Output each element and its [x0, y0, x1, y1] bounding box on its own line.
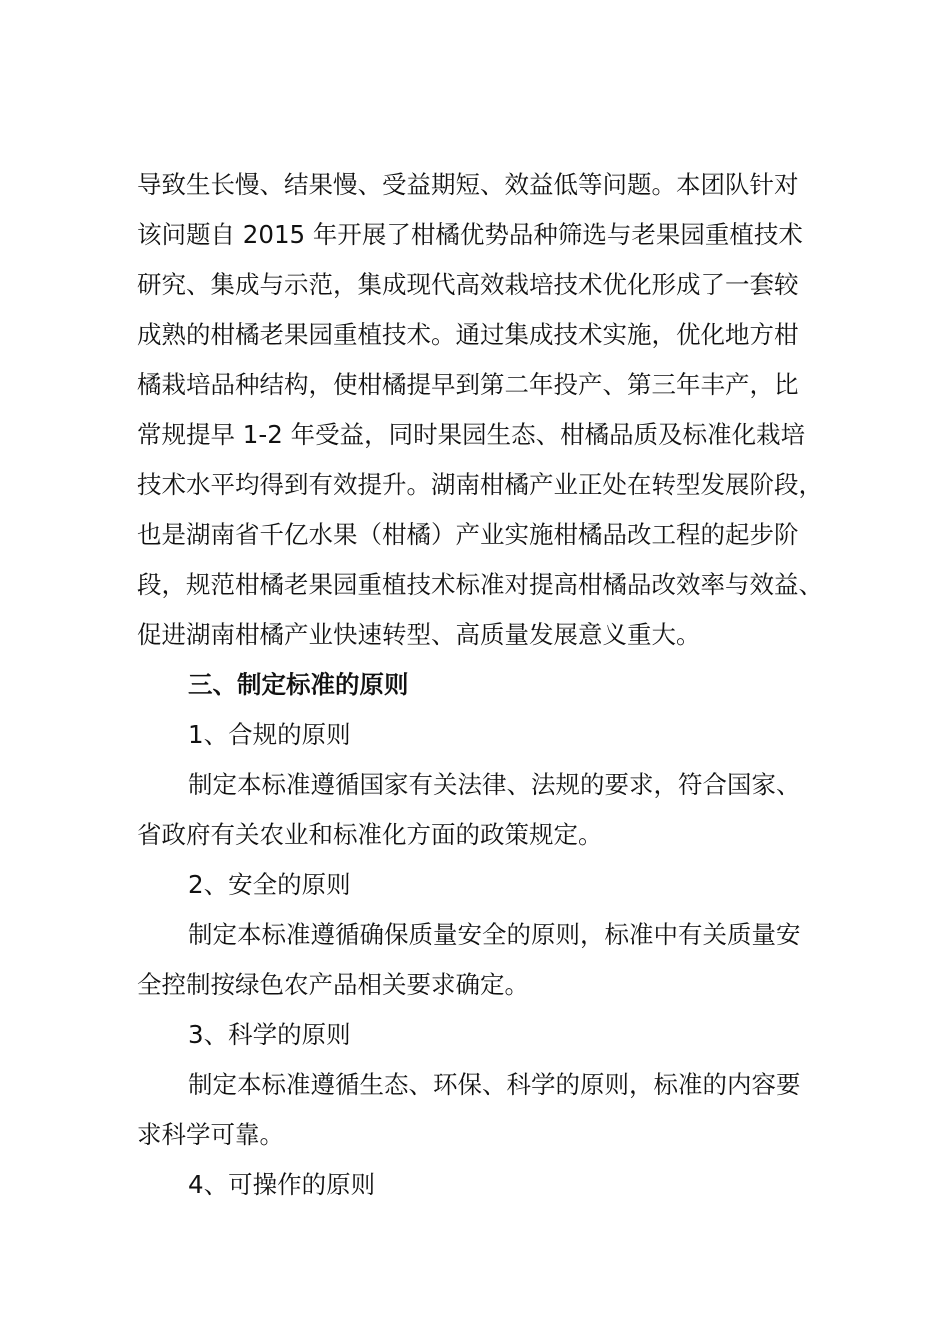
intro-line-1: 导致生长慢、结果慢、受益期短、效益低等问题。本团队针对 [137, 170, 799, 199]
section-heading: 三、制定标准的原则 [188, 670, 409, 699]
principle-1-text-line-2: 省政府有关农业和标准化方面的政策规定。 [137, 820, 603, 849]
intro-line-8: 也是湖南省千亿水果（柑橘）产业实施柑橘品改工程的起步阶 [137, 520, 799, 549]
principle-2-text-line-1: 制定本标准遵循确保质量安全的原则，标准中有关质量安 [188, 920, 801, 949]
principle-1-text-line-1: 制定本标准遵循国家有关法律、法规的要求，符合国家、 [188, 770, 801, 799]
intro-line-9: 段，规范柑橘老果园重植技术标准对提高柑橘品改效率与效益、 [137, 570, 823, 599]
principle-3-heading: 3、科学的原则 [188, 1020, 351, 1049]
principle-2-text-line-2: 全控制按绿色农产品相关要求确定。 [137, 970, 529, 999]
intro-line-6: 常规提早 1-2 年受益，同时果园生态、柑橘品质及标准化栽培 [137, 420, 806, 449]
principle-4-heading: 4、可操作的原则 [188, 1170, 376, 1199]
intro-line-2: 该问题自 2015 年开展了柑橘优势品种筛选与老果园重植技术 [137, 220, 803, 249]
principle-2-heading: 2、安全的原则 [188, 870, 351, 899]
principle-3-text-line-1: 制定本标准遵循生态、环保、科学的原则，标准的内容要 [188, 1070, 801, 1099]
principle-3-text-line-2: 求科学可靠。 [137, 1120, 284, 1149]
intro-line-5: 橘栽培品种结构，使柑橘提早到第二年投产、第三年丰产，比 [137, 370, 799, 399]
intro-line-3: 研究、集成与示范，集成现代高效栽培技术优化形成了一套较 [137, 270, 799, 299]
principle-1-heading: 1、合规的原则 [188, 720, 351, 749]
intro-line-10: 促进湖南柑橘产业快速转型、高质量发展意义重大。 [137, 620, 701, 649]
intro-line-7: 技术水平均得到有效提升。湖南柑橘产业正处在转型发展阶段， [137, 470, 823, 499]
intro-line-4: 成熟的柑橘老果园重植技术。通过集成技术实施，优化地方柑 [137, 320, 799, 349]
